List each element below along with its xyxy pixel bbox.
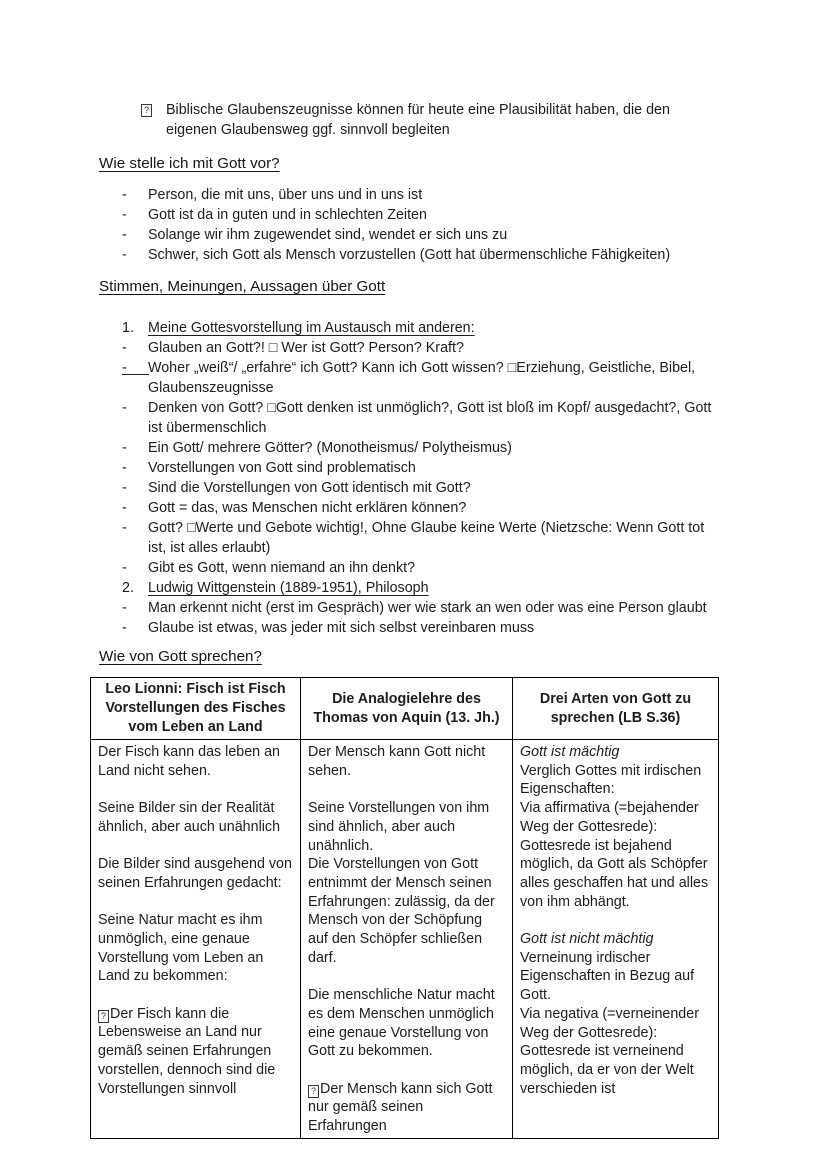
table-cell-mensch (301, 740, 513, 1139)
dash-marker: - (122, 560, 127, 576)
list-text: Sind die Vorstellungen von Gott identisch mit Gott? (148, 480, 471, 496)
table-header-row (91, 678, 719, 740)
dash-marker: - (122, 460, 127, 476)
blank-line (98, 837, 292, 856)
list-item (99, 438, 718, 458)
table-header-drei-arten: Drei Arten von Gott zu sprechen (LB S.36) (513, 678, 719, 740)
list-text: Ludwig Wittgenstein (1889-1951), Philosoph (148, 580, 429, 596)
list-item (99, 205, 718, 225)
list-item (99, 225, 718, 245)
list-item (99, 518, 718, 558)
list-item (99, 558, 718, 578)
paragraph: Gottesrede ist verneinend möglich, da er von der Welt verschieden ist (520, 1043, 694, 1097)
paragraph: Seine Natur macht es ihm unmöglich, eine genaue Vorstellung vom Leben an Land zu bekommen: (98, 912, 264, 985)
result-paragraph: ? Der Fisch kann die Lebensweise an Land nur gemäß seinen Erfahrungen vorstellen, dennoch sind die Vorstellungen sinnvoll (98, 1005, 276, 1097)
paragraph: Die Bilder sind ausgehend von seinen Erfahrungen gedacht: (98, 856, 292, 891)
list-item (99, 358, 718, 398)
mixed-list-stimmen (99, 318, 718, 638)
paragraph: Seine Bilder sin der Realität ähnlich, aber auch unähnlich (98, 800, 281, 835)
comparison-table (90, 677, 719, 1139)
blank-line (308, 967, 504, 986)
numbered-item-1 (99, 318, 718, 338)
result-paragraph: ? Der Mensch kann sich Gott nur gemäß seinen Erfahrungen (308, 1080, 493, 1135)
list-text: Ein Gott/ mehrere Götter? (Monotheismus/ Polytheismus) (148, 440, 512, 456)
list-item (99, 185, 718, 205)
dash-marker: - (122, 620, 127, 636)
paragraph-italic: Gott ist mächtig (520, 744, 620, 760)
blank-line (520, 911, 710, 930)
table-cell-drei-arten (513, 740, 719, 1139)
list-text: Glauben an Gott?! □ Wer ist Gott? Person? Kraft? (148, 340, 464, 356)
list-item (99, 598, 718, 618)
paragraph: Der Mensch kann Gott nicht sehen. (308, 744, 486, 779)
list-text: Man erkennt nicht (erst im Gespräch) wer wie stark an wen oder was eine Person glaubt (148, 600, 707, 616)
dash-marker: - (122, 600, 127, 616)
paragraph: Verglich Gottes mit irdischen Eigenschaften: (520, 762, 702, 798)
table-cell-fisch (91, 740, 301, 1139)
dash-marker: - (122, 440, 127, 456)
number-marker: 2. (122, 580, 134, 596)
list-item (99, 618, 718, 638)
paragraph: Die menschliche Natur macht es dem Menschen unmöglich eine genaue Vorstellung von Gott zu bekommen. (308, 987, 495, 1060)
dash-marker: - (122, 400, 127, 416)
table-header-analogielehre: Die Analogielehre des Thomas von Aquin (13. Jh.) (301, 678, 513, 740)
list-text: Meine Gottesvorstellung im Austausch mit anderen: (148, 320, 475, 336)
list-text: Woher „weiß“/ „erfahre“ ich Gott? Kann ich Gott wissen? □Erziehung, Geistliche, Bibel, Glaubenszeugnisse (148, 360, 696, 396)
list-item (99, 498, 718, 518)
paragraph: Gottesrede ist bejahend möglich, da Gott als Schöpfer alles geschaffen hat und alles von ihm abhängt. (520, 837, 709, 910)
list-text: Gott = das, was Menschen nicht erklären können? (148, 500, 467, 516)
document-content (99, 100, 718, 1139)
dash-marker: - (122, 500, 127, 516)
section-heading-wie-von-gott-sprechen: Wie von Gott sprechen? (99, 648, 262, 665)
paragraph: Der Fisch kann das leben an Land nicht sehen. (98, 744, 280, 779)
paragraph: Via negativa (=verneinender Weg der Gottesrede): (520, 1005, 699, 1041)
list-text: Gott? □Werte und Gebote wichtig!, Ohne Glaube keine Werte (Nietzsche: Wenn Gott tot ist, ist alles erlaubt) (148, 520, 705, 556)
list-text: Solange wir ihm zugewendet sind, wendet er sich uns zu (148, 227, 508, 243)
list-item (99, 245, 718, 265)
blank-line (308, 1061, 504, 1080)
paragraph: Verneinung irdischer Eigenschaften in Bezug auf Gott. (520, 949, 695, 1004)
dash-marker: - (122, 207, 127, 223)
list-text: Schwer, sich Gott als Mensch vorzustellen (Gott hat übermenschliche Fähigkeiten) (148, 247, 671, 263)
list-text: Vorstellungen von Gott sind problematisch (148, 460, 416, 476)
paragraph: Via affirmativa (=bejahender Weg der Gottesrede): (520, 800, 699, 835)
bullet-list-gottesbild (99, 185, 718, 265)
list-text: Gibt es Gott, wenn niemand an ihn denkt? (148, 560, 416, 576)
dash-marker: - (122, 247, 127, 263)
number-marker: 1. (122, 320, 134, 336)
list-item (99, 398, 718, 438)
list-item (99, 338, 718, 358)
section-heading-wie-stelle-ich-mit-gott-vor: Wie stelle ich mit Gott vor? (99, 155, 280, 172)
dash-marker: - (122, 187, 127, 203)
unknown-glyph-icon: ? (141, 104, 152, 117)
dash-marker: - (122, 227, 127, 243)
intro-bullet-item (99, 100, 718, 140)
underlined-dash-marker: - (122, 358, 149, 375)
dash-marker: - (122, 520, 127, 536)
table-body-row (91, 740, 719, 1139)
list-text: Glaube ist etwas, was jeder mit sich selbst vereinbaren muss (148, 620, 535, 636)
blank-line (98, 986, 292, 1005)
unknown-glyph-icon: ? (308, 1085, 319, 1098)
paragraph: Die Vorstellungen von Gott entnimmt der Mensch seinen Erfahrungen: zulässig, da der Mensch von der Schöpfung auf den Schöpfer schließen darf. (308, 856, 495, 966)
blank-line (98, 780, 292, 799)
paragraph-italic: Gott ist nicht mächtig (520, 931, 654, 948)
dash-marker: - (122, 480, 127, 496)
section-heading-stimmen-meinungen-aussagen: Stimmen, Meinungen, Aussagen über Gott (99, 278, 386, 295)
list-text: Person, die mit uns, über uns und in uns ist (148, 187, 423, 203)
list-text: Denken von Gott? □Gott denken ist unmöglich?, Gott ist bloß im Kopf/ ausgedacht?, Gott ist übermenschlich (148, 400, 712, 436)
blank-line (308, 780, 504, 799)
list-item (99, 478, 718, 498)
list-item (99, 458, 718, 478)
table-header-leo-lionni: Leo Lionni: Fisch ist Fisch Vorstellungen des Fisches vom Leben an Land (91, 678, 301, 740)
paragraph: Seine Vorstellungen von ihm sind ähnlich, aber auch unähnlich. (308, 800, 490, 854)
dash-marker: - (122, 340, 127, 356)
numbered-item-2 (99, 578, 718, 598)
blank-line (98, 893, 292, 912)
intro-text: Biblische Glaubenszeugnisse können für heute eine Plausibilität haben, die den eigenen Glaubensweg ggf. sinnvoll begleiten (166, 102, 670, 138)
unknown-glyph-icon: ? (98, 1010, 109, 1023)
list-text: Gott ist da in guten und in schlechten Zeiten (148, 207, 427, 223)
